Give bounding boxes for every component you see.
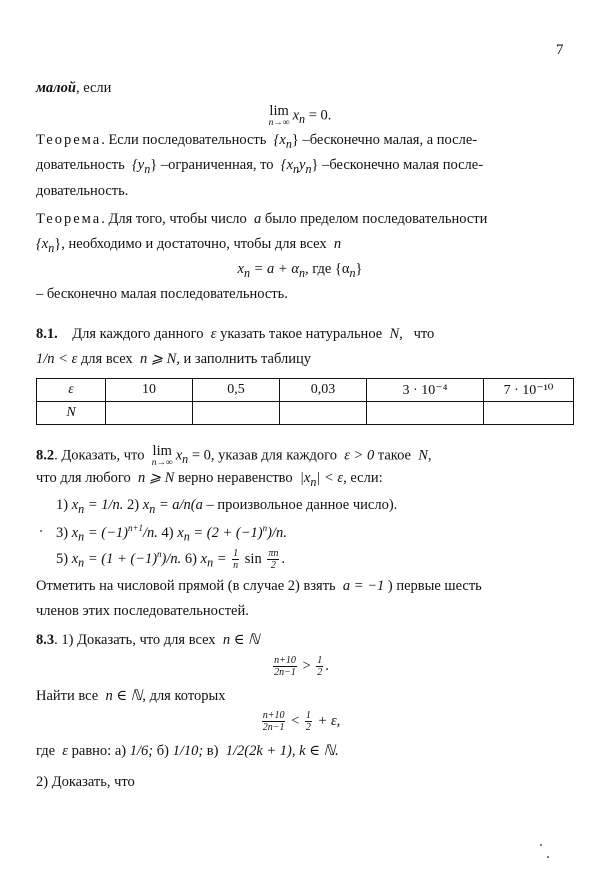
table-cell: 7 · 10⁻¹⁰ xyxy=(484,379,574,402)
scan-speck xyxy=(547,856,549,858)
problem-8-2-line1: 8.2. Доказать, что lim n→∞ $x_n = 0$, указав для каждого ε > 0 такое N, xyxy=(36,443,432,468)
fraction: $\frac{1}{2}$ xyxy=(305,710,311,733)
table-cell: 3 · 10⁻⁴ xyxy=(367,379,484,402)
fraction: $\frac{n+10}{2n-1}$ xyxy=(274,655,296,678)
theorem2-line1: Теорема. Для того, чтобы число a было пределом последовательности xyxy=(36,211,488,227)
epsilon-n-table xyxy=(36,378,574,425)
fraction: $\frac{\pi n}{2}$ xyxy=(268,548,279,571)
table-cell: ε xyxy=(37,379,106,402)
problem-8-2-line6: членов этих последовательностей. xyxy=(36,603,249,619)
problem-8-2-line5: Отметить на числовой прямой (в случае 2) взять a = −1 ) первые шесть xyxy=(36,578,482,594)
intro-rest: , если xyxy=(75,80,112,96)
theorem1-line3: довательность. xyxy=(36,183,129,199)
intro-line xyxy=(36,80,111,97)
problem-8-3-line4: 2) Доказать, что xyxy=(36,774,135,790)
problem-8-3-line2: Найти все n ∈ ℕ, для которых xyxy=(36,688,226,704)
problem-8-1-line2: 1/n < ε для всех n ⩾ N, и заполнить таблицу xyxy=(36,351,311,367)
theorem1-line2: довательность $\{y_n\}$ –ограниченная, то $\{x_ny_n\}$ –бесконечно малая после- xyxy=(36,157,484,176)
fraction: $\frac{n+10}{2n-1}$ xyxy=(262,710,285,733)
problem-8-1-line1: 8.1. Для каждого данного ε указать такое натуральное N, что xyxy=(36,326,435,342)
table-cell xyxy=(484,402,574,425)
table-row xyxy=(37,379,574,402)
problem-8-2-items-3-4: 3) $x_n = (-1)^{n+1}/n$. 4) $x_n = (2 + (-1)^n)/n$. xyxy=(56,523,287,544)
inequality-1: $\frac{n+10}{2n-1}$ > $\frac{1}{2}$ . xyxy=(274,655,329,678)
inequality-2: $\frac{n+10}{2n-1}$ < $\frac{1}{2}$ + ε, xyxy=(262,710,341,733)
table-cell xyxy=(367,402,484,425)
table-cell: 10 xyxy=(106,379,193,402)
formula-xn-decomposition: $x_n = a + \alpha_n$, где $\{\alpha_n\}$ xyxy=(237,261,363,280)
table-cell: 0,5 xyxy=(193,379,280,402)
formula-limit-zero: lim n→∞ $x_n = 0$. xyxy=(268,103,332,128)
theorem1-word: Теорема xyxy=(36,132,102,148)
theorem2-word: Теорема xyxy=(36,211,102,227)
fraction: $\frac{1}{2}$ xyxy=(317,655,323,678)
problem-8-2-items-1-2: 1) $x_n = 1/n$. 2) $x_n = a/n(a$ – произвольное данное число). xyxy=(56,497,398,516)
problem-8-2-items-5-6: 5) $x_n = (1 + (-1)^n)/n$. 6) $x_n$ = $\frac{1}{n}$ sin $\frac{\pi n}{2}$ . xyxy=(56,548,285,571)
problem-8-3-number: 8.3 xyxy=(36,632,55,648)
limit-operator: lim n→∞ xyxy=(268,103,290,128)
table-cell xyxy=(106,402,193,425)
table-cell: N xyxy=(37,402,106,425)
problem-8-3-line1: 8.3. 1) Доказать, что для всех n ∈ ℕ xyxy=(36,632,260,648)
table-cell: 0,03 xyxy=(280,379,367,402)
problem-8-2-number: 8.2 xyxy=(36,447,55,464)
table-cell xyxy=(193,402,280,425)
theorem1-line1: Теорема. Если последовательность $\{x_n\}$ –бесконечно малая, а после- xyxy=(36,132,478,151)
scan-speck xyxy=(540,844,542,846)
fraction: $\frac{1}{n}$ xyxy=(233,548,239,571)
problem-8-2-line2: что для любого n ⩾ N верно неравенство $|x_n| < \varepsilon$, если: xyxy=(36,470,383,489)
page-number: 7 xyxy=(556,42,564,58)
scan-speck xyxy=(40,530,42,532)
theorem2-line4: – бесконечно малая последовательность. xyxy=(36,286,288,302)
table-row xyxy=(37,402,574,425)
table-cell xyxy=(280,402,367,425)
problem-8-1-number: 8.1. xyxy=(36,326,58,342)
limit-operator: lim n→∞ xyxy=(151,443,173,468)
theorem2-line2: $\{x_n\}$, необходимо и достаточно, чтобы для всех n xyxy=(36,236,342,255)
word-malaya: малой xyxy=(36,80,76,96)
problem-8-3-line3: где ε равно: а) 1/6; б) 1/10; в) 1/2(2k + 1), k ∈ ℕ. xyxy=(36,743,339,759)
